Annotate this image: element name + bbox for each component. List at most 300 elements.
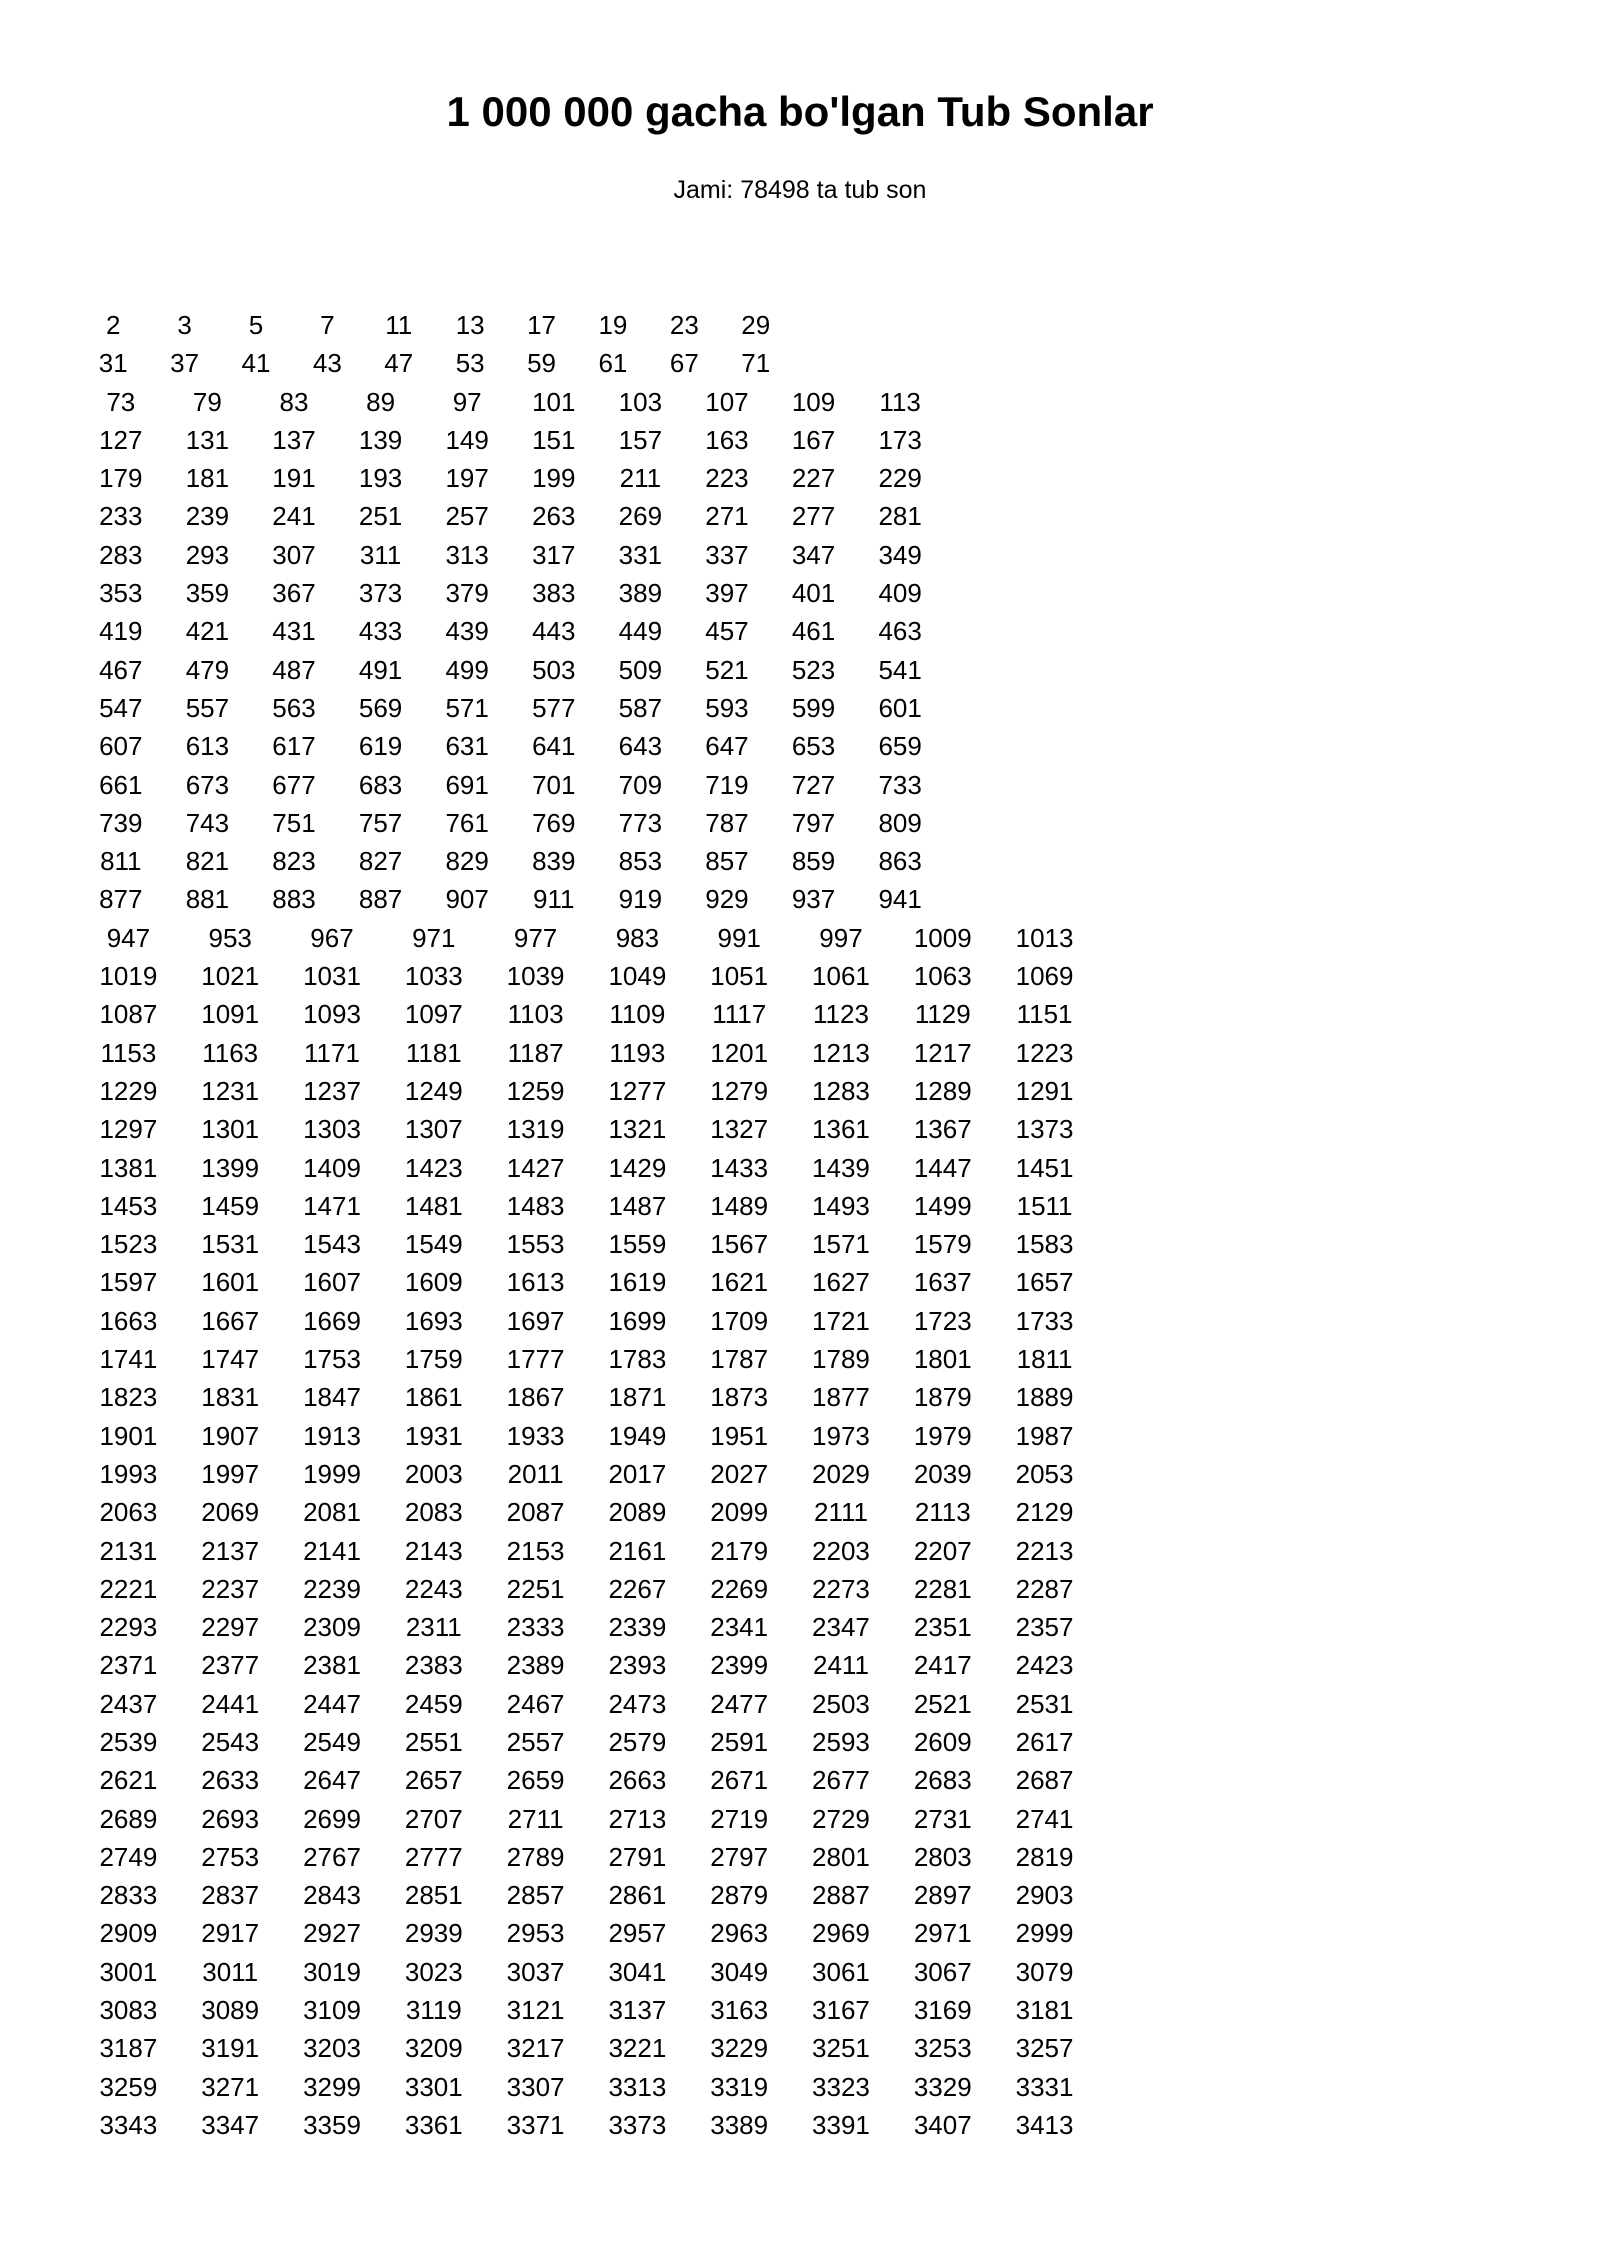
prime-number: 487 — [272, 654, 316, 685]
prime-number: 311 — [359, 539, 402, 570]
prime-number: 2213 — [1015, 1535, 1074, 1566]
prime-number: 463 — [878, 616, 922, 647]
prime-number: 3319 — [710, 2071, 769, 2102]
prime-number: 2633 — [201, 1765, 260, 1796]
prime-row — [0, 880, 1600, 918]
prime-number: 2677 — [812, 1765, 870, 1796]
prime-number: 1069 — [1015, 961, 1074, 992]
prime-number: 1091 — [201, 999, 260, 1030]
prime-number: 2711 — [507, 1803, 564, 1834]
prime-row — [0, 1110, 1600, 1148]
prime-number: 757 — [358, 807, 403, 838]
prime-number: 3331 — [1015, 2071, 1074, 2102]
prime-number: 3089 — [201, 1995, 260, 2026]
prime-number: 557 — [185, 692, 230, 723]
prime-number: 569 — [358, 692, 403, 723]
prime-number: 2719 — [710, 1803, 769, 1834]
prime-number: 967 — [310, 922, 354, 953]
prime-number: 2377 — [201, 1650, 260, 1681]
prime-number: 1931 — [404, 1420, 463, 1451]
prime-number: 2549 — [303, 1726, 361, 1757]
prime-number: 1669 — [303, 1305, 361, 1336]
prime-number: 739 — [99, 807, 143, 838]
prime-number: 1493 — [812, 1190, 870, 1221]
prime-number: 2339 — [608, 1612, 667, 1643]
prime-number: 241 — [272, 501, 316, 532]
prime-number: 2383 — [404, 1650, 463, 1681]
prime-number: 1051 — [710, 961, 769, 992]
prime-number: 2029 — [812, 1458, 870, 1489]
prime-number: 523 — [791, 654, 836, 685]
prime-number: 1021 — [201, 961, 260, 992]
prime-number: 1097 — [404, 999, 463, 1030]
prime-row — [0, 1570, 1600, 1608]
prime-number: 1999 — [303, 1458, 361, 1489]
prime-number: 1579 — [913, 1229, 972, 1260]
prime-number: 2381 — [303, 1650, 361, 1681]
prime-number: 3083 — [99, 1995, 158, 2026]
prime-number: 2531 — [1015, 1688, 1074, 1719]
prime-number: 2251 — [506, 1573, 565, 1604]
prime-number: 2749 — [99, 1841, 158, 1872]
prime-number: 2297 — [201, 1612, 260, 1643]
prime-number: 307 — [272, 539, 316, 570]
prime-number: 37 — [170, 348, 200, 379]
prime-row — [0, 1149, 1600, 1187]
prime-number: 937 — [791, 884, 836, 915]
prime-number: 2281 — [913, 1573, 972, 1604]
prime-number: 2423 — [1015, 1650, 1074, 1681]
prime-number: 1459 — [201, 1190, 260, 1221]
prime-number: 877 — [99, 884, 143, 915]
prime-number: 137 — [272, 424, 316, 455]
prime-number: 673 — [185, 769, 230, 800]
prime-number: 2113 — [914, 1497, 971, 1528]
prime-number: 2887 — [812, 1880, 870, 1911]
prime-number: 467 — [99, 654, 143, 685]
prime-number: 829 — [445, 846, 489, 877]
prime-number: 383 — [532, 578, 576, 609]
prime-number: 1093 — [303, 999, 361, 1030]
prime-row — [0, 1378, 1600, 1416]
prime-row — [0, 1876, 1600, 1914]
prime-number: 83 — [279, 386, 309, 417]
prime-number: 431 — [272, 616, 316, 647]
prime-number: 2003 — [404, 1458, 463, 1489]
prime-number: 3221 — [608, 2033, 667, 2064]
prime-number: 3011 — [202, 1956, 259, 1987]
prime-number: 863 — [878, 846, 922, 877]
prime-row — [0, 689, 1600, 727]
prime-number: 1553 — [506, 1229, 565, 1260]
prime-number: 2161 — [608, 1535, 667, 1566]
prime-row — [0, 1608, 1600, 1646]
prime-number: 281 — [878, 501, 922, 532]
prime-number: 379 — [445, 578, 489, 609]
prime-number: 271 — [705, 501, 749, 532]
prime-number: 2099 — [710, 1497, 769, 1528]
prime-number: 823 — [272, 846, 316, 877]
prime-number: 2731 — [913, 1803, 972, 1834]
prime-row — [0, 919, 1600, 957]
prime-number: 1193 — [609, 1037, 666, 1068]
prime-number: 3121 — [506, 1995, 565, 2026]
prime-number: 683 — [358, 769, 403, 800]
prime-row — [0, 306, 1600, 344]
prime-number: 1709 — [710, 1305, 769, 1336]
prime-number: 347 — [791, 539, 836, 570]
prime-number: 193 — [358, 463, 403, 494]
prime-row — [0, 1302, 1600, 1340]
prime-number: 1289 — [913, 1075, 972, 1106]
prime-number: 2293 — [99, 1612, 158, 1643]
prime-number: 1847 — [303, 1382, 361, 1413]
prime-number: 2557 — [506, 1726, 565, 1757]
prime-number: 593 — [705, 692, 749, 723]
prime-number: 31 — [98, 348, 128, 379]
prime-number: 1153 — [100, 1037, 157, 1068]
prime-number: 29 — [741, 310, 771, 340]
prime-number: 881 — [185, 884, 230, 915]
prime-number: 3019 — [303, 1956, 361, 1987]
prime-number: 1499 — [913, 1190, 972, 1221]
prime-number: 1409 — [303, 1152, 361, 1183]
prime-number: 419 — [99, 616, 143, 647]
prime-number: 433 — [358, 616, 403, 647]
prime-number: 571 — [445, 692, 489, 723]
prime-number: 233 — [99, 501, 143, 532]
prime-number: 181 — [185, 463, 230, 494]
prime-number: 313 — [445, 539, 489, 570]
prime-number: 1583 — [1015, 1229, 1074, 1260]
prime-number: 859 — [791, 846, 836, 877]
prime-number: 601 — [878, 692, 922, 723]
prime-number: 1013 — [1015, 922, 1074, 953]
prime-number: 1549 — [404, 1229, 463, 1260]
prime-number: 3181 — [1015, 1995, 1074, 2026]
prime-number: 3067 — [913, 1956, 972, 1987]
prime-number: 263 — [532, 501, 576, 532]
prime-row — [0, 612, 1600, 650]
prime-row — [0, 651, 1600, 689]
prime-number: 3413 — [1015, 2109, 1074, 2140]
prime-number: 3229 — [710, 2033, 769, 2064]
prime-number: 401 — [791, 578, 836, 609]
prime-number: 151 — [532, 424, 576, 455]
prime-number: 2393 — [608, 1650, 667, 1681]
prime-number: 1567 — [710, 1229, 769, 1260]
prime-number: 3187 — [99, 2033, 158, 2064]
prime-number: 1381 — [99, 1152, 158, 1183]
prime-number: 1433 — [710, 1152, 769, 1183]
prime-number: 599 — [791, 692, 836, 723]
prime-number: 3169 — [913, 1995, 972, 2026]
prime-number: 2957 — [608, 1918, 667, 1949]
prime-number: 2111 — [813, 1497, 868, 1528]
prime-number: 3359 — [303, 2109, 361, 2140]
prime-number: 103 — [618, 386, 663, 417]
prime-number: 1787 — [710, 1344, 769, 1375]
prime-number: 223 — [705, 463, 749, 494]
prime-number: 1873 — [710, 1382, 769, 1413]
prime-number: 2459 — [404, 1688, 463, 1719]
prime-number: 2087 — [506, 1497, 565, 1528]
prime-number: 911 — [533, 884, 575, 915]
prime-number: 1321 — [608, 1114, 667, 1145]
prime-number: 1721 — [812, 1305, 870, 1336]
prime-number: 953 — [208, 922, 252, 953]
prime-number: 41 — [241, 348, 271, 379]
prime-number: 59 — [527, 348, 556, 379]
prime-number: 421 — [185, 616, 230, 647]
prime-number: 769 — [532, 807, 576, 838]
prime-number: 743 — [185, 807, 230, 838]
prime-number: 1277 — [608, 1075, 667, 1106]
prime-number: 677 — [272, 769, 316, 800]
prime-number: 2689 — [99, 1803, 158, 1834]
prime-number: 1699 — [608, 1305, 667, 1336]
prime-list — [0, 306, 1600, 2144]
prime-row — [0, 383, 1600, 421]
prime-row — [0, 1263, 1600, 1301]
prime-number: 947 — [106, 922, 151, 953]
prime-number: 439 — [445, 616, 489, 647]
prime-number: 1759 — [404, 1344, 463, 1375]
prime-number: 157 — [618, 424, 663, 455]
prime-number: 1867 — [506, 1382, 565, 1413]
prime-number: 2753 — [201, 1841, 260, 1872]
prime-number: 2693 — [201, 1803, 260, 1834]
prime-number: 3079 — [1015, 1956, 1074, 1987]
prime-row — [0, 2106, 1600, 2144]
prime-number: 409 — [878, 578, 922, 609]
prime-number: 1901 — [99, 1420, 158, 1451]
prime-number: 2857 — [506, 1880, 565, 1911]
prime-number: 1619 — [608, 1267, 667, 1298]
prime-row — [0, 536, 1600, 574]
prime-number: 1783 — [608, 1344, 667, 1375]
prime-number: 197 — [445, 463, 489, 494]
prime-number: 1187 — [507, 1037, 564, 1068]
prime-number: 3049 — [710, 1956, 769, 1987]
prime-number: 1439 — [812, 1152, 870, 1183]
prime-number: 107 — [705, 386, 749, 417]
prime-number: 977 — [513, 922, 558, 953]
prime-number: 457 — [705, 616, 749, 647]
prime-number: 1993 — [99, 1458, 158, 1489]
prime-number: 787 — [705, 807, 749, 838]
prime-number: 1913 — [303, 1420, 361, 1451]
prime-number: 71 — [741, 348, 771, 379]
prime-number: 3391 — [812, 2109, 870, 2140]
prime-number: 1109 — [609, 999, 666, 1030]
prime-number: 2917 — [201, 1918, 260, 1949]
prime-number: 839 — [532, 846, 576, 877]
prime-number: 1483 — [506, 1190, 565, 1221]
prime-number: 2657 — [404, 1765, 463, 1796]
prime-number: 1429 — [608, 1152, 667, 1183]
prime-number: 2267 — [608, 1573, 667, 1604]
prime-number: 1997 — [201, 1458, 260, 1489]
prime-number: 331 — [618, 539, 663, 570]
prime-number: 2543 — [201, 1726, 260, 1757]
prime-number: 23 — [669, 310, 699, 340]
prime-number: 3251 — [812, 2033, 870, 2064]
prime-number: 2621 — [99, 1765, 158, 1796]
prime-row — [0, 957, 1600, 995]
prime-number: 2797 — [710, 1841, 769, 1872]
prime-number: 2999 — [1015, 1918, 1074, 1949]
prime-number: 293 — [185, 539, 230, 570]
prime-number: 1279 — [710, 1075, 769, 1106]
prime-number: 131 — [185, 424, 230, 455]
prime-row — [0, 995, 1600, 1033]
prime-number: 659 — [878, 731, 922, 762]
prime-number: 43 — [312, 348, 342, 379]
prime-number: 691 — [445, 769, 489, 800]
prime-number: 1693 — [404, 1305, 463, 1336]
prime-number: 461 — [791, 616, 836, 647]
prime-number: 701 — [532, 769, 576, 800]
prime-number: 811 — [100, 846, 142, 877]
prime-row — [0, 2068, 1600, 2106]
prime-number: 587 — [618, 692, 663, 723]
prime-number: 1201 — [710, 1037, 769, 1068]
prime-number: 199 — [532, 463, 576, 494]
prime-number: 2897 — [913, 1880, 972, 1911]
prime-number: 3307 — [506, 2071, 565, 2102]
prime-number: 643 — [618, 731, 663, 762]
prime-number: 97 — [452, 386, 482, 417]
prime-number: 2833 — [99, 1880, 158, 1911]
prime-number: 773 — [618, 807, 663, 838]
prime-number: 2707 — [404, 1803, 463, 1834]
prime-number: 2539 — [99, 1726, 158, 1757]
prime-number: 359 — [185, 578, 230, 609]
prime-row — [0, 2029, 1600, 2067]
prime-row — [0, 1761, 1600, 1799]
prime-row — [0, 1225, 1600, 1263]
prime-row — [0, 1493, 1600, 1531]
prime-number: 3271 — [201, 2071, 260, 2102]
prime-row — [0, 1340, 1600, 1378]
prime-number: 2801 — [812, 1841, 870, 1872]
prime-number: 1231 — [201, 1075, 260, 1106]
prime-number: 139 — [358, 424, 403, 455]
prime-number: 3313 — [608, 2071, 667, 2102]
prime-number: 3209 — [404, 2033, 463, 2064]
prime-number: 1031 — [303, 961, 361, 992]
prime-number: 821 — [185, 846, 230, 877]
prime-number: 1297 — [99, 1114, 158, 1145]
prime-number: 3329 — [913, 2071, 972, 2102]
prime-number: 3061 — [812, 1956, 870, 1987]
prime-number: 2063 — [99, 1497, 158, 1528]
prime-number: 2617 — [1015, 1726, 1074, 1757]
prime-number: 2137 — [201, 1535, 260, 1566]
prime-number: 2713 — [608, 1803, 667, 1834]
prime-number: 2141 — [303, 1535, 361, 1566]
prime-number: 1123 — [813, 999, 869, 1030]
prime-row — [0, 1417, 1600, 1455]
prime-number: 2591 — [710, 1726, 769, 1757]
prime-number: 1291 — [1015, 1075, 1074, 1106]
prime-number: 127 — [99, 424, 143, 455]
prime-number: 3119 — [405, 1995, 462, 2026]
prime-number: 2441 — [201, 1688, 260, 1719]
prime-number: 1607 — [303, 1267, 361, 1298]
prime-number: 1249 — [404, 1075, 463, 1106]
prime-number: 1117 — [712, 999, 767, 1030]
prime-row — [0, 1685, 1600, 1723]
prime-number: 1361 — [812, 1114, 870, 1145]
prime-number: 3257 — [1015, 2033, 1074, 2064]
prime-number: 3217 — [506, 2033, 565, 2064]
prime-number: 1129 — [914, 999, 971, 1030]
prime-number: 2551 — [404, 1726, 463, 1757]
prime-number: 2879 — [710, 1880, 769, 1911]
prime-number: 641 — [532, 731, 576, 762]
prime-number: 2269 — [710, 1573, 769, 1604]
prime-number: 1151 — [1016, 999, 1073, 1030]
prime-number: 373 — [358, 578, 403, 609]
prime-row — [0, 1991, 1600, 2029]
prime-number: 2837 — [201, 1880, 260, 1911]
prime-number: 1531 — [201, 1229, 260, 1260]
prime-number: 3323 — [812, 2071, 870, 2102]
prime-number: 397 — [705, 578, 749, 609]
prime-number: 2089 — [608, 1497, 667, 1528]
prime-number: 2311 — [405, 1612, 462, 1643]
prime-number: 163 — [705, 424, 749, 455]
prime-row — [0, 574, 1600, 612]
prime-number: 19 — [598, 310, 628, 340]
prime-row — [0, 1953, 1600, 1991]
prime-number: 619 — [358, 731, 403, 762]
prime-number: 1039 — [506, 961, 565, 992]
prime-number: 1399 — [201, 1152, 260, 1183]
prime-number: 257 — [445, 501, 489, 532]
prime-number: 1319 — [506, 1114, 565, 1145]
prime-number: 883 — [272, 884, 316, 915]
prime-number: 1103 — [507, 999, 564, 1030]
prime-number: 1571 — [812, 1229, 870, 1260]
prime-number: 173 — [878, 424, 922, 455]
prime-number: 2131 — [99, 1535, 158, 1566]
prime-row — [0, 842, 1600, 880]
prime-number: 3023 — [404, 1956, 463, 1987]
prime-number: 733 — [878, 769, 922, 800]
prime-row — [0, 727, 1600, 765]
prime-number: 2477 — [710, 1688, 769, 1719]
prime-number: 1871 — [608, 1382, 667, 1413]
prime-row — [0, 1800, 1600, 1838]
prime-number: 541 — [878, 654, 922, 685]
prime-number: 1489 — [710, 1190, 769, 1221]
prime-number: 503 — [532, 654, 576, 685]
prime-number: 499 — [445, 654, 489, 685]
prime-number: 1747 — [201, 1344, 260, 1375]
prime-number: 1789 — [812, 1344, 870, 1375]
prime-number: 1723 — [913, 1305, 972, 1336]
prime-number: 1471 — [303, 1190, 361, 1221]
prime-number: 857 — [705, 846, 749, 877]
prime-number: 2861 — [608, 1880, 667, 1911]
prime-number: 971 — [412, 922, 456, 953]
prime-number: 2 — [105, 310, 121, 340]
prime-number: 1801 — [913, 1344, 972, 1375]
prime-number: 1427 — [506, 1152, 565, 1183]
